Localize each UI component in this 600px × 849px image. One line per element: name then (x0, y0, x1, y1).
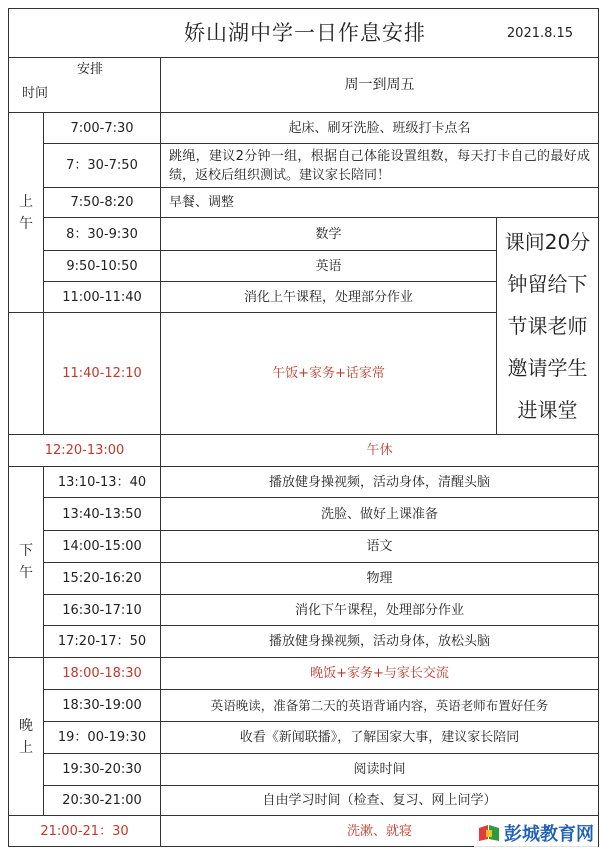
time-cell: 7：30-7:50 (66, 158, 138, 173)
time-cell: 15:20-16:20 (62, 571, 142, 586)
activity-cell: 午饭+家务+话家常 (272, 366, 385, 381)
corner-label-arrangement: 安排 (76, 61, 103, 77)
period-morning-char-1: 上 (19, 193, 33, 210)
side-note-line: 课间20分 (504, 230, 591, 254)
time-cell: 13:40-13:50 (62, 506, 142, 522)
time-cell: 12:20-13:00 (44, 443, 125, 458)
activity-cell: 早餐、调整 (169, 195, 235, 210)
time-cell: 16:30-17:10 (62, 602, 142, 618)
activity-cell: 英语 (315, 258, 342, 274)
period-afternoon-char-2: 午 (19, 565, 33, 581)
activity-cell: 起床、刷牙洗脸、班级打卡点名 (288, 120, 471, 136)
time-cell: 8：30-9:30 (66, 226, 138, 242)
side-note-line: 节课老师 (507, 314, 588, 338)
activity-cell: 洗脸、做好上课准备 (320, 506, 438, 522)
activity-cell: 午休 (366, 443, 393, 458)
time-cell: 20:30-21:00 (62, 793, 142, 808)
time-cell: 11:00-11:40 (62, 289, 142, 305)
page-title: 娇山湖中学一日作息安排 (184, 20, 426, 45)
activity-cell: 消化上午课程，处理部分作业 (243, 289, 413, 305)
activity-cell: 收看《新闻联播》，了解国家大事，建议家长陪同 (239, 730, 520, 745)
activity-cell: 跳绳，建议2分钟一组，根据自己体能设置组数，每天打卡自己的最好成绩，返校后组织测试。建议家长陪同！ (169, 148, 590, 183)
time-cell: 13:10-13：40 (57, 474, 147, 490)
days-header: 周一到周五 (344, 76, 415, 93)
corner-label-time: 时间 (21, 85, 48, 101)
activity-cell: 自由学习时间（检查、复习、网上问学） (262, 793, 497, 808)
period-morning-char-2: 午 (19, 215, 33, 232)
period-evening (9, 658, 43, 815)
period-afternoon (9, 467, 43, 657)
activity-cell: 消化下午课程，处理部分作业 (294, 602, 464, 618)
activity-cell: 英语晚读，准备第二天的英语背诵内容，英语老师布置好任务 (210, 698, 549, 713)
time-cell: 11:40-12:10 (62, 366, 142, 381)
period-morning (9, 113, 43, 312)
time-cell: 17:20-17：50 (57, 634, 147, 649)
activity-cell: 晚饭+家务+与家长交流 (310, 666, 449, 681)
activity-cell: 阅读时间 (353, 762, 406, 777)
period-evening-char-1: 晚 (19, 717, 33, 734)
activity-cell: 播放健身操视频，活动身体，放松头脑 (268, 634, 490, 649)
time-cell: 7:00-7:30 (70, 120, 134, 136)
activity-cell: 语文 (366, 539, 393, 554)
book-logo-icon (478, 824, 500, 842)
time-cell: 19：00-19:30 (57, 730, 147, 745)
date-label: 2021.8.15 (506, 25, 574, 41)
activity-cell: 播放健身操视频，活动身体，清醒头脑 (268, 474, 490, 490)
time-cell: 14:00-15:00 (62, 539, 142, 554)
period-afternoon-char-1: 下 (19, 543, 33, 559)
time-cell: 19:30-20:30 (62, 762, 142, 777)
time-cell: 18:30-19:00 (62, 698, 142, 713)
watermark-logo (474, 819, 598, 847)
activity-cell: 数学 (315, 226, 342, 242)
side-note-line: 钟留给下 (507, 272, 588, 296)
time-cell: 18:00-18:30 (62, 666, 142, 681)
side-note (497, 218, 598, 434)
time-cell: 9:50-10:50 (66, 258, 138, 274)
side-note-line: 邀请学生 (507, 356, 588, 380)
watermark-text: 彭城教育网 (504, 824, 594, 845)
side-note-line: 进课堂 (517, 398, 578, 422)
period-evening-char-2: 上 (19, 739, 33, 756)
time-cell: 7:50-8:20 (70, 195, 134, 210)
activity-cell: 物理 (366, 571, 393, 586)
time-cell: 21:00-21：30 (40, 823, 129, 839)
activity-cell: 洗漱、就寝 (346, 823, 412, 839)
